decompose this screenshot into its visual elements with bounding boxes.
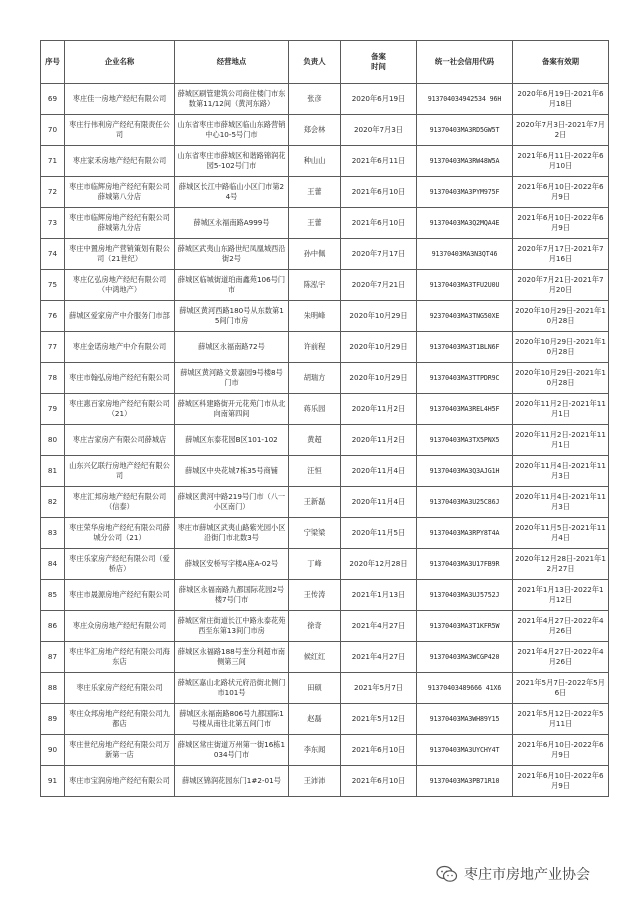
row-credit-code: 91370403MA3UYCHY4T	[417, 735, 513, 766]
header-code: 统一社会信用代码	[417, 41, 513, 84]
row-seq: 73	[41, 208, 65, 239]
table-row	[41, 766, 609, 797]
table-row	[41, 518, 609, 549]
row-address: 薛城区黄河路文景嘉园9号楼8号门市	[175, 363, 289, 394]
row-address: 薛城区临城街道珀南鑫苑106号门市	[175, 270, 289, 301]
table-row	[41, 177, 609, 208]
row-company-name: 枣庄荣华房地产经纪有限公司薛城分公司（21）	[65, 518, 175, 549]
row-person: 宁梁梁	[289, 518, 341, 549]
row-person: 张彦	[289, 84, 341, 115]
row-person: 王传涛	[289, 580, 341, 611]
row-valid-period: 2021年6月11日-2022年6月10日	[513, 146, 609, 177]
table-row	[41, 270, 609, 301]
row-company-name: 枣庄市临辉房地产经纪有限公司薛城第九分店	[65, 208, 175, 239]
row-person: 丁峰	[289, 549, 341, 580]
table-row	[41, 580, 609, 611]
row-credit-code: 91370403MA3WCGP420	[417, 642, 513, 673]
row-filing-date: 2021年4月27日	[341, 642, 417, 673]
row-company-name: 枣庄亿弘房地产经纪有限公司（中鸿地产）	[65, 270, 175, 301]
table-row	[41, 549, 609, 580]
row-person: 李东闻	[289, 735, 341, 766]
row-seq: 72	[41, 177, 65, 208]
row-company-name: 枣庄市宝润房地产经纪有限公司	[65, 766, 175, 797]
row-valid-period: 2021年6月10日-2022年6月9日	[513, 735, 609, 766]
table-row	[41, 332, 609, 363]
row-valid-period: 2021年6月10日-2022年6月9日	[513, 766, 609, 797]
row-address: 薛城区常庄街道长江中路永泰花苑西至东第13间门市房	[175, 611, 289, 642]
row-person: 陈泓宇	[289, 270, 341, 301]
row-seq: 81	[41, 456, 65, 487]
row-address: 山东省枣庄市薛城区临山东路营销中心10-5号门市	[175, 115, 289, 146]
row-seq: 86	[41, 611, 65, 642]
row-person: 蒋乐园	[289, 394, 341, 425]
row-filing-date: 2020年12月28日	[341, 549, 417, 580]
row-company-name: 枣庄乐家房产经纪有限公司（爱桥店）	[65, 549, 175, 580]
row-company-name: 枣庄众房房地产经纪有限公司	[65, 611, 175, 642]
header-name: 企业名称	[65, 41, 175, 84]
row-credit-code: 91370403MA3WH89Y15	[417, 704, 513, 735]
row-address: 薛城区刷管建筑公司商住楼门市东数第11/12间（黄河东路）	[175, 84, 289, 115]
row-valid-period: 2020年10月29日-2021年10月28日	[513, 301, 609, 332]
header-date: 备案 时间	[341, 41, 417, 84]
row-filing-date: 2020年7月3日	[341, 115, 417, 146]
row-seq: 85	[41, 580, 65, 611]
table-row	[41, 425, 609, 456]
row-address: 薛城区锦润花园东门1#2-01号	[175, 766, 289, 797]
row-filing-date: 2020年11月4日	[341, 487, 417, 518]
row-company-name: 枣庄吉家房产有限公司薛城店	[65, 425, 175, 456]
row-person: 王沛沛	[289, 766, 341, 797]
row-seq: 74	[41, 239, 65, 270]
row-credit-code: 91370403MA3TX5PNX5	[417, 425, 513, 456]
row-seq: 80	[41, 425, 65, 456]
row-company-name: 枣庄佳一房地产经纪有限公司	[65, 84, 175, 115]
row-address: 薛城区东泰花园B区101-102	[175, 425, 289, 456]
row-filing-date: 2021年4月27日	[341, 611, 417, 642]
row-address: 薛城区嘉山北路状元府沿街北侧门市101号	[175, 673, 289, 704]
row-seq: 88	[41, 673, 65, 704]
row-company-name: 山东兴亿联行房地产经纪有限公司	[65, 456, 175, 487]
row-valid-period: 2020年7月17日-2021年7月16日	[513, 239, 609, 270]
row-address: 山东省枣庄市薛城区和谐路锦润花园5-102号门市	[175, 146, 289, 177]
row-valid-period: 2020年11月2日-2021年11月1日	[513, 425, 609, 456]
header-person: 负责人	[289, 41, 341, 84]
row-filing-date: 2021年6月10日	[341, 208, 417, 239]
row-filing-date: 2021年1月13日	[341, 580, 417, 611]
row-person: 郑会林	[289, 115, 341, 146]
row-person: 黄超	[289, 425, 341, 456]
row-company-name: 薛城区爱家房产中介服务门市部	[65, 301, 175, 332]
row-valid-period: 2020年11月4日-2021年11月3日	[513, 487, 609, 518]
row-valid-period: 2020年10月29日-2021年10月28日	[513, 332, 609, 363]
row-person: 朱明峰	[289, 301, 341, 332]
row-seq: 70	[41, 115, 65, 146]
row-seq: 91	[41, 766, 65, 797]
table-row	[41, 704, 609, 735]
table-row	[41, 146, 609, 177]
row-filing-date: 2020年7月17日	[341, 239, 417, 270]
row-filing-date: 2021年6月10日	[341, 735, 417, 766]
row-valid-period: 2021年5月7日-2022年5月6日	[513, 673, 609, 704]
row-company-name: 枣庄华汇房地产经纪有限公司海东店	[65, 642, 175, 673]
row-credit-code: 91370403MA3U17FB9R	[417, 549, 513, 580]
row-company-name: 枣庄众邦房地产经纪有限公司九都店	[65, 704, 175, 735]
row-seq: 87	[41, 642, 65, 673]
row-seq: 76	[41, 301, 65, 332]
row-filing-date: 2021年6月10日	[341, 177, 417, 208]
wechat-icon	[436, 865, 458, 883]
row-filing-date: 2020年10月29日	[341, 363, 417, 394]
watermark-text: 枣庄市房地产业协会	[464, 867, 590, 883]
header-address: 经营地点	[175, 41, 289, 84]
row-address: 薛城区武夷山东路世纪凤凰城西沿街2号	[175, 239, 289, 270]
row-valid-period: 2021年1月13日-2022年1月12日	[513, 580, 609, 611]
table-row	[41, 239, 609, 270]
row-address: 薛城区中央花城7栋35号商铺	[175, 456, 289, 487]
row-person: 王蕾	[289, 208, 341, 239]
row-credit-code: 91370403MA3Q3AJG1H	[417, 456, 513, 487]
row-valid-period: 2021年6月10日-2022年6月9日	[513, 208, 609, 239]
row-filing-date: 2021年6月10日	[341, 766, 417, 797]
row-valid-period: 2021年4月27日-2022年4月26日	[513, 611, 609, 642]
row-credit-code: 91370403MA3UJ5752J	[417, 580, 513, 611]
row-person: 田硕	[289, 673, 341, 704]
row-address: 薛城区永福南路A999号	[175, 208, 289, 239]
row-valid-period: 2020年7月3日-2021年7月2日	[513, 115, 609, 146]
table-row	[41, 363, 609, 394]
row-address: 枣庄市薛城区武夷山路紫光园小区沿街门市北数3号	[175, 518, 289, 549]
table-row	[41, 487, 609, 518]
table-row	[41, 301, 609, 332]
row-seq: 75	[41, 270, 65, 301]
row-credit-code: 913704034942534 96H	[417, 84, 513, 115]
row-credit-code: 91370403MA3U25C86J	[417, 487, 513, 518]
row-filing-date: 2021年5月12日	[341, 704, 417, 735]
row-person: 种山山	[289, 146, 341, 177]
row-company-name: 枣庄汇邦房地产经纪有限公司（信泰）	[65, 487, 175, 518]
row-credit-code: 91370403MA3REL4H5F	[417, 394, 513, 425]
row-valid-period: 2020年11月5日-2021年11月4日	[513, 518, 609, 549]
table-row	[41, 84, 609, 115]
row-filing-date: 2020年10月29日	[341, 332, 417, 363]
row-valid-period: 2020年11月4日-2021年11月3日	[513, 456, 609, 487]
row-seq: 69	[41, 84, 65, 115]
row-company-name: 枣庄市晟源房地产经纪有限公司	[65, 580, 175, 611]
row-address: 薛城区永福南路九都国际花园2号楼7号门市	[175, 580, 289, 611]
row-credit-code: 91370403MA3RD5GW5T	[417, 115, 513, 146]
row-filing-date: 2021年5月7日	[341, 673, 417, 704]
table-row	[41, 208, 609, 239]
row-seq: 82	[41, 487, 65, 518]
table-row	[41, 611, 609, 642]
row-address: 薛城区科建路街开元花苑门市从北向南第四间	[175, 394, 289, 425]
row-filing-date: 2020年10月29日	[341, 301, 417, 332]
row-credit-code: 91370403MA3T1KFR5W	[417, 611, 513, 642]
row-filing-date: 2020年6月19日	[341, 84, 417, 115]
table-row	[41, 735, 609, 766]
header-row	[41, 41, 609, 84]
table-row	[41, 673, 609, 704]
row-company-name: 枣庄家禾房地产经纪有限公司	[65, 146, 175, 177]
row-address: 薛城区永福路188号奎分利超市南侧第三间	[175, 642, 289, 673]
row-valid-period: 2020年6月19日-2021年6月18日	[513, 84, 609, 115]
row-address: 薛城区安桥写字楼A座A-02号	[175, 549, 289, 580]
row-seq: 79	[41, 394, 65, 425]
row-seq: 90	[41, 735, 65, 766]
row-company-name: 枣庄世纪房地产经纪有限公司万新第一店	[65, 735, 175, 766]
row-person: 王新磊	[289, 487, 341, 518]
row-company-name: 枣庄中置房地产营销策划有限公司（21世纪）	[65, 239, 175, 270]
row-valid-period: 2020年11月2日-2021年11月1日	[513, 394, 609, 425]
row-company-name: 枣庄惠百家房地产经纪有限公司（21）	[65, 394, 175, 425]
row-address: 薛城区永福南路72号	[175, 332, 289, 363]
row-company-name: 枣庄市临辉房地产经纪有限公司薛城第八分店	[65, 177, 175, 208]
row-credit-code: 91370403MA3PYM975F	[417, 177, 513, 208]
watermark	[436, 862, 636, 886]
row-address: 薛城区黄河中路219号门市（八一小区南门）	[175, 487, 289, 518]
row-credit-code: 91370403MA3N3QT46	[417, 239, 513, 270]
row-filing-date: 2020年7月21日	[341, 270, 417, 301]
row-filing-date: 2021年6月11日	[341, 146, 417, 177]
row-credit-code: 91370403MA3RW48W5A	[417, 146, 513, 177]
header-period: 备案有效期	[513, 41, 609, 84]
table-row	[41, 642, 609, 673]
row-filing-date: 2020年11月4日	[341, 456, 417, 487]
row-seq: 77	[41, 332, 65, 363]
row-credit-code: 91370403MA3RPY8T4A	[417, 518, 513, 549]
row-person: 许前程	[289, 332, 341, 363]
row-credit-code: 91370403MA3PB71R10	[417, 766, 513, 797]
row-filing-date: 2020年11月5日	[341, 518, 417, 549]
row-person: 汪恒	[289, 456, 341, 487]
registry-sheet	[40, 40, 608, 797]
row-credit-code: 91370403MA3TFU2U0U	[417, 270, 513, 301]
row-seq: 78	[41, 363, 65, 394]
row-person: 徐奇	[289, 611, 341, 642]
row-person: 赵磊	[289, 704, 341, 735]
row-company-name: 枣庄市翰弘房地产经纪有限公司	[65, 363, 175, 394]
header-seq: 序号	[41, 41, 65, 84]
table-row	[41, 115, 609, 146]
row-valid-period: 2020年7月21日-2021年7月20日	[513, 270, 609, 301]
row-seq: 83	[41, 518, 65, 549]
row-address: 薛城区长江中路临山小区门市第24号	[175, 177, 289, 208]
row-address: 薛城区永福南路806号九都国际1号楼从南往北第五间门市	[175, 704, 289, 735]
row-seq: 89	[41, 704, 65, 735]
row-address: 薛城区常庄街道万州第一街16栋1034号门市	[175, 735, 289, 766]
row-filing-date: 2020年11月2日	[341, 425, 417, 456]
row-valid-period: 2021年4月27日-2022年4月26日	[513, 642, 609, 673]
row-valid-period: 2020年10月29日-2021年10月28日	[513, 363, 609, 394]
row-filing-date: 2020年11月2日	[341, 394, 417, 425]
row-person: 王蕾	[289, 177, 341, 208]
row-valid-period: 2021年5月12日-2022年5月11日	[513, 704, 609, 735]
registry-table	[40, 40, 609, 797]
row-seq: 84	[41, 549, 65, 580]
row-credit-code: 92370403MA3TNG50XE	[417, 301, 513, 332]
row-company-name: 枣庄行伟利房产经纪有限责任公司	[65, 115, 175, 146]
row-credit-code: 91370403489666 41X6	[417, 673, 513, 704]
row-credit-code: 91370403MA3T1BLN6F	[417, 332, 513, 363]
table-row	[41, 394, 609, 425]
table-row	[41, 456, 609, 487]
row-valid-period: 2021年6月10日-2022年6月9日	[513, 177, 609, 208]
row-company-name: 枣庄金诺房地产中介有限公司	[65, 332, 175, 363]
row-credit-code: 91370403MA3Q2MQA4E	[417, 208, 513, 239]
row-credit-code: 91370403MA3TTPDR9C	[417, 363, 513, 394]
row-company-name: 枣庄乐家房产经纪有限公司	[65, 673, 175, 704]
row-person: 候红红	[289, 642, 341, 673]
row-person: 孙中佩	[289, 239, 341, 270]
row-person: 胡瑞方	[289, 363, 341, 394]
row-valid-period: 2020年12月28日-2021年12月27日	[513, 549, 609, 580]
row-address: 薛城区黄河西路180号从东数第15间门市房	[175, 301, 289, 332]
row-seq: 71	[41, 146, 65, 177]
